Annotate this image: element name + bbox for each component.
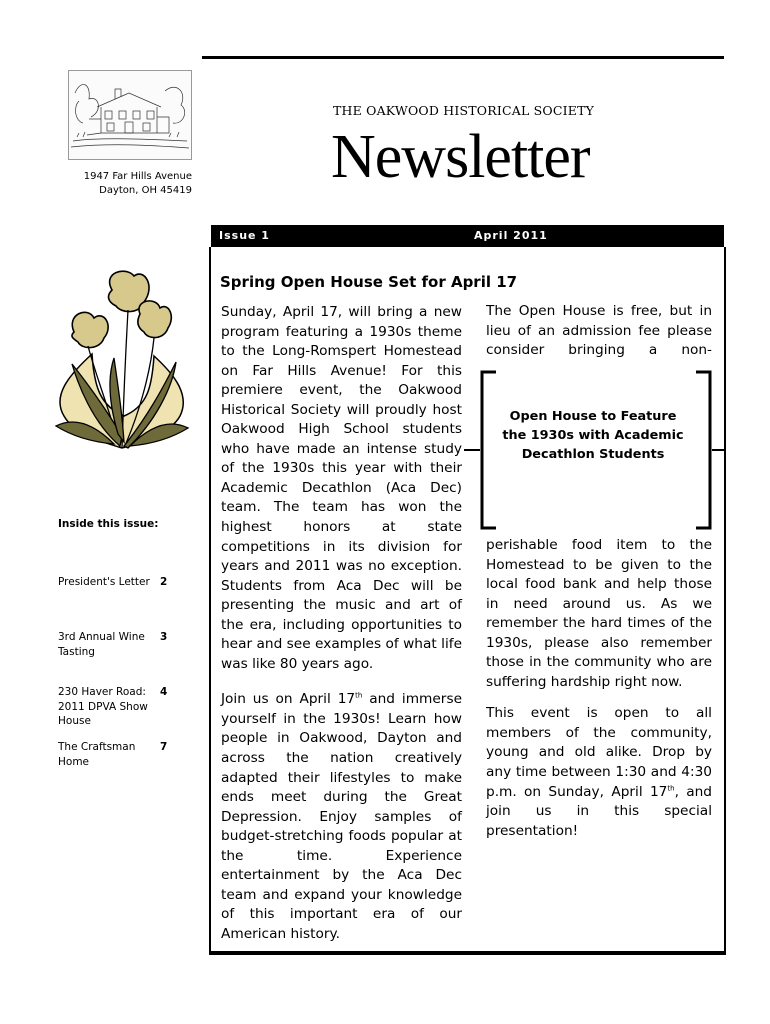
- homestead-illustration: [68, 70, 192, 160]
- article-paragraph: Sunday, April 17, will bring a new program featuring a 1930s theme to the Long-Romspert Homestead on Far Hills Avenue! For this premiere event, the Oakwood Historical Society will proudly host Oakwood High School students who have made an intense study of the 1930s this year with their Academic Decathlon (Aca Dec) team. The team has won the highest honors at state competitions in its division for years and 2011 was no exception. Students from Aca Dec will be presenting the music and art of the era, including opportunities to hear and see examples of what life was like 80 years ago.: [221, 304, 462, 672]
- toc-item[interactable]: [58, 685, 173, 729]
- ordinal-suffix: th: [667, 784, 675, 792]
- toc-item-page: 4: [160, 686, 168, 698]
- issue-bar: [211, 225, 724, 247]
- ordinal-suffix: th: [355, 691, 363, 700]
- article-text: and immerse yourself in the 1930s! Learn how people in Oakwood, Dayton and across the nation creatively adapted their lifestyles to make ends meet during the Great Depression. Enjoy samples of budget-stretching foods popular at the time. Experience entertainment by the Aca Dec team and expand your knowledge of this important era of our American history.: [221, 691, 462, 942]
- toc-heading: Inside this issue:: [58, 518, 159, 530]
- toc-item-title: The Craftsman Home: [58, 741, 136, 768]
- toc-item-page: 3: [160, 631, 168, 643]
- toc-item[interactable]: [58, 630, 173, 659]
- toc-item-page: 7: [160, 741, 168, 753]
- pullquote: Open House to Feature the 1930s with Academic Decathlon Students: [502, 409, 684, 462]
- article-text: Join us on April 17: [221, 691, 356, 708]
- pullquote-connector: [712, 449, 726, 451]
- toc-item[interactable]: [58, 740, 173, 769]
- toc-item-title: 3rd Annual Wine Tasting: [58, 631, 145, 658]
- tulip-icon: [52, 266, 192, 482]
- article-text: , and join us in this special presentation!: [486, 783, 712, 839]
- house-drawing: [69, 71, 191, 159]
- toc-item[interactable]: [58, 575, 173, 590]
- pullquote-connector: [464, 449, 480, 451]
- issue-number: Issue 1: [219, 229, 270, 242]
- society-name: THE OAKWOOD HISTORICAL SOCIETY: [333, 103, 595, 118]
- article-paragraph: perishable food item to the Homestead to be given to the local food bank and help those in need around us. As we remember the hard times of the 1930s, please also remember those in the community who are suffering hardship right now.: [486, 537, 712, 690]
- newsletter-title: Newsletter: [331, 123, 590, 191]
- toc-item-page: 2: [160, 576, 168, 588]
- article-column-right-bottom: [486, 536, 712, 841]
- article-text: This event is open to all members of the community, young and old alike. Drop by any time between 1:30 and 4:30 p.m. on Sunday, April 17: [486, 705, 712, 800]
- toc-item-title: 230 Haver Road: 2011 DPVA Show House: [58, 686, 148, 727]
- address-city: Dayton, OH 45419: [99, 184, 192, 196]
- article-column-right-top: [486, 302, 712, 361]
- article-paragraph: [486, 704, 712, 841]
- top-rule: [202, 56, 724, 59]
- article-paragraph: The Open House is free, but in lieu of an admission fee please consider bringing a non-: [486, 303, 712, 359]
- article-headline: Spring Open House Set for April 17: [220, 273, 518, 291]
- address-street: 1947 Far Hills Avenue: [83, 171, 192, 182]
- toc-item-title: President's Letter: [58, 576, 150, 588]
- issue-date: April 2011: [474, 229, 548, 242]
- article-paragraph: [221, 690, 462, 944]
- society-address: [40, 170, 192, 197]
- article-column-left: [221, 303, 462, 945]
